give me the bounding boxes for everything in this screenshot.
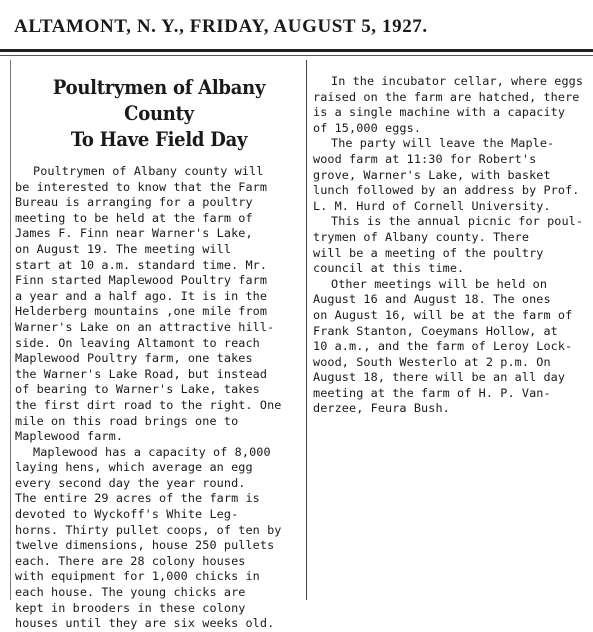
- article-text-line: meeting at the farm of H. P. Van-: [313, 385, 551, 400]
- article-text-line: trymen of Albany county. There: [313, 229, 530, 244]
- article-text-line: 10 a.m., and the farm of Leroy Lock-: [313, 339, 573, 354]
- article-text-line: of bearing to Warner's Lake, takes: [15, 382, 260, 397]
- article-headline: [29, 74, 288, 152]
- article-text-line: lunch followed by an address by Prof.: [313, 183, 580, 198]
- article-text-line: raised on the farm are hatched, there: [313, 89, 580, 104]
- headline-line-2: To Have Field Day: [70, 127, 248, 151]
- article-text-line: twelve dimensions, house 250 pullets: [15, 538, 275, 553]
- article-text-line: of 15,000 eggs.: [313, 120, 422, 135]
- article-text-line: each house. The young chicks are: [15, 585, 246, 600]
- article-text-line: every second day the year round.: [15, 475, 246, 490]
- article-text-line: Poultrymen of Albany county will: [33, 164, 264, 178]
- article-text-line: devoted to Wyckoff's White Leg-: [15, 507, 239, 522]
- article-text-line: side. On leaving Altamont to reach: [15, 335, 260, 350]
- article-text-line: Maplewood Poultry farm, one takes: [15, 351, 253, 366]
- article-text-line: wood farm at 11:30 for Robert's: [313, 151, 537, 166]
- article-text-line: mile on this road brings one to: [15, 413, 239, 428]
- article-text-line: be interested to know that the Farm: [15, 179, 268, 194]
- left-column-body: [15, 164, 303, 632]
- article-text-line: Finn started Maplewood Poultry farm: [15, 273, 268, 288]
- dateline: ALTAMONT, N. Y., FRIDAY, AUGUST 5, 1927.: [14, 16, 428, 37]
- article-text-line: will be a meeting of the poultry: [313, 245, 544, 260]
- article-text-line: Maplewood farm.: [15, 429, 124, 444]
- article-text-line: Helderberg mountains ,one mile from: [15, 304, 268, 319]
- article-text-line: derzee, Feura Bush.: [313, 401, 450, 416]
- article-text-line: on August 19. The meeting will: [15, 241, 232, 256]
- article-text-line: council at this time.: [313, 261, 465, 276]
- article-left-column: [15, 74, 303, 632]
- article-text-line: grove, Warner's Lake, with basket: [313, 167, 551, 182]
- article-text-line: is a single machine with a capacity: [313, 105, 566, 120]
- article-text-line: August 18, there will be an all day: [313, 370, 566, 385]
- article-text-line: The entire 29 acres of the farm is: [15, 491, 260, 506]
- article-text-line: This is the annual picnic for poul-: [331, 214, 584, 229]
- article-text-line: Warner's Lake on an attractive hill-: [15, 319, 275, 334]
- column-divider: [306, 60, 307, 600]
- article-text-line: Maplewood has a capacity of 8,000: [33, 444, 271, 459]
- article-text-line: with equipment for 1,000 chicks in: [15, 569, 260, 584]
- article-text-line: laying hens, which average an egg: [15, 460, 253, 475]
- article-text-line: James F. Finn near Warner's Lake,: [15, 226, 253, 241]
- article-text-line: In the incubator cellar, where eggs: [331, 74, 584, 88]
- dateline-rule: [0, 49, 593, 52]
- article-text-line: L. M. Hurd of Cornell University.: [313, 198, 551, 213]
- dateline-rule-thin: [0, 55, 593, 56]
- article-text-line: Other meetings will be held on: [331, 276, 548, 291]
- article-text-line: the first dirt road to the right. One: [15, 397, 282, 412]
- article-text-line: the Warner's Lake Road, but instead: [15, 366, 268, 381]
- article-text-line: on August 16, will be at the farm of: [313, 307, 573, 322]
- article-right-column: [313, 74, 589, 417]
- article-text-line: horns. Thirty pullet coops, of ten by: [15, 522, 282, 537]
- article-text-line: houses until they are six weeks old.: [15, 616, 275, 631]
- article-text-line: a year and a half ago. It is in the: [15, 288, 268, 303]
- article-text-line: wood, South Westerlo at 2 p.m. On: [313, 354, 551, 369]
- article-text-line: start at 10 a.m. standard time. Mr.: [15, 257, 268, 272]
- article-text-line: The party will leave the Maple-: [331, 136, 555, 151]
- article-text-line: kept in brooders in these colony: [15, 600, 246, 615]
- right-column-body: [313, 74, 589, 417]
- article-text-line: Frank Stanton, Coeymans Hollow, at: [313, 323, 558, 338]
- article-text-line: meeting to be held at the farm of: [15, 210, 253, 225]
- article-text-line: Bureau is arranging for a poultry: [15, 195, 253, 210]
- left-border-rule: [10, 60, 11, 600]
- article-text-line: August 16 and August 18. The ones: [313, 292, 551, 307]
- article-text-line: each. There are 28 colony houses: [15, 553, 246, 568]
- headline-line-1: Poultrymen of Albany County: [52, 75, 266, 125]
